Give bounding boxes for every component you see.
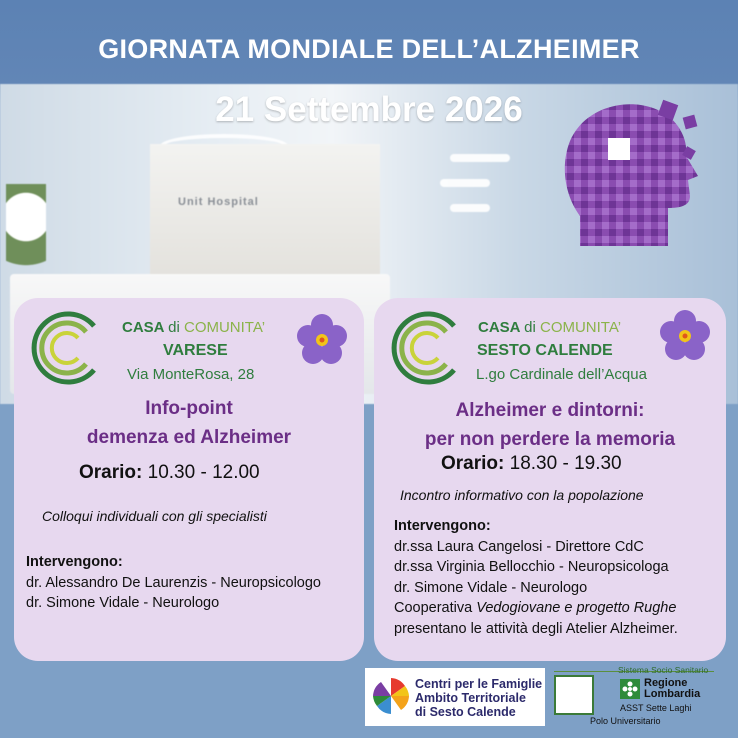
page-title: GIORNATA MONDIALE DELL’ALZHEIMER xyxy=(98,34,640,64)
forget-me-not-icon xyxy=(294,312,350,368)
centri-famiglie-text: Centri per le Famiglie Ambito Territoriale di Sesto Calende xyxy=(415,677,543,719)
coat-of-arms-icon xyxy=(554,675,594,715)
asst-name: ASST Sette Laghi xyxy=(620,703,692,713)
sistema-socio-sanitario-label: Sistema Socio Sanitario xyxy=(618,665,709,675)
casa-label: CASA di COMUNITA’ xyxy=(122,319,266,336)
regione-lombardia-rose-icon xyxy=(620,679,640,699)
address: L.go Cardinale dell’Acqua xyxy=(476,366,647,383)
polo-universitario-label: Polo Universitario xyxy=(590,716,661,726)
card-sesto-calende xyxy=(374,298,726,661)
casa-label: CASA di COMUNITA’ xyxy=(478,319,622,336)
event-description: Incontro informativo con la popolazione xyxy=(400,487,644,503)
casa-comunita-logo-icon xyxy=(28,308,108,388)
casa-comunita-logo-icon xyxy=(388,308,468,388)
speakers-list: Intervengono: dr. Alessandro De Laurenzis - Neuropsicologo dr. Simone Vidale - Neurologo xyxy=(26,554,321,611)
speakers-list: Intervengono: dr.ssa Laura Cangelosi - Direttore CdC dr.ssa Virginia Bellocchio - Neuropsicologa dr. Simone Vidale - Neurologo Cooperativa Vedogiovane e progetto Rughe presentano le attività degli Atelier Alzheimer. xyxy=(394,518,678,637)
regione-lombardia-name: Regione Lombardia xyxy=(644,677,701,700)
card-title: Alzheimer e dintorni: per non perdere la memoria xyxy=(424,400,676,450)
event-description: Colloqui individuali con gli specialisti xyxy=(42,508,267,524)
reception-wall xyxy=(150,144,380,284)
pinwheel-icon xyxy=(371,676,411,716)
centri-famiglie-logo xyxy=(365,668,545,726)
city-name: VARESE xyxy=(163,342,228,359)
forget-me-not-icon xyxy=(657,308,713,364)
city-name: SESTO CALENDE xyxy=(477,342,613,359)
card-varese xyxy=(14,298,364,661)
card-title: Info-point demenza ed Alzheimer xyxy=(86,398,292,448)
regione-lombardia-asst-logo xyxy=(554,667,738,738)
schedule: Orario: 18.30 - 19.30 xyxy=(441,453,622,474)
event-date: 21 Settembre 2026 xyxy=(215,90,523,129)
hospital-sign: Unit Hospital xyxy=(178,196,259,208)
puzzle-head-icon xyxy=(560,96,720,256)
address: Via MonteRosa, 28 xyxy=(127,366,255,383)
schedule: Orario: 10.30 - 12.00 xyxy=(79,462,260,483)
